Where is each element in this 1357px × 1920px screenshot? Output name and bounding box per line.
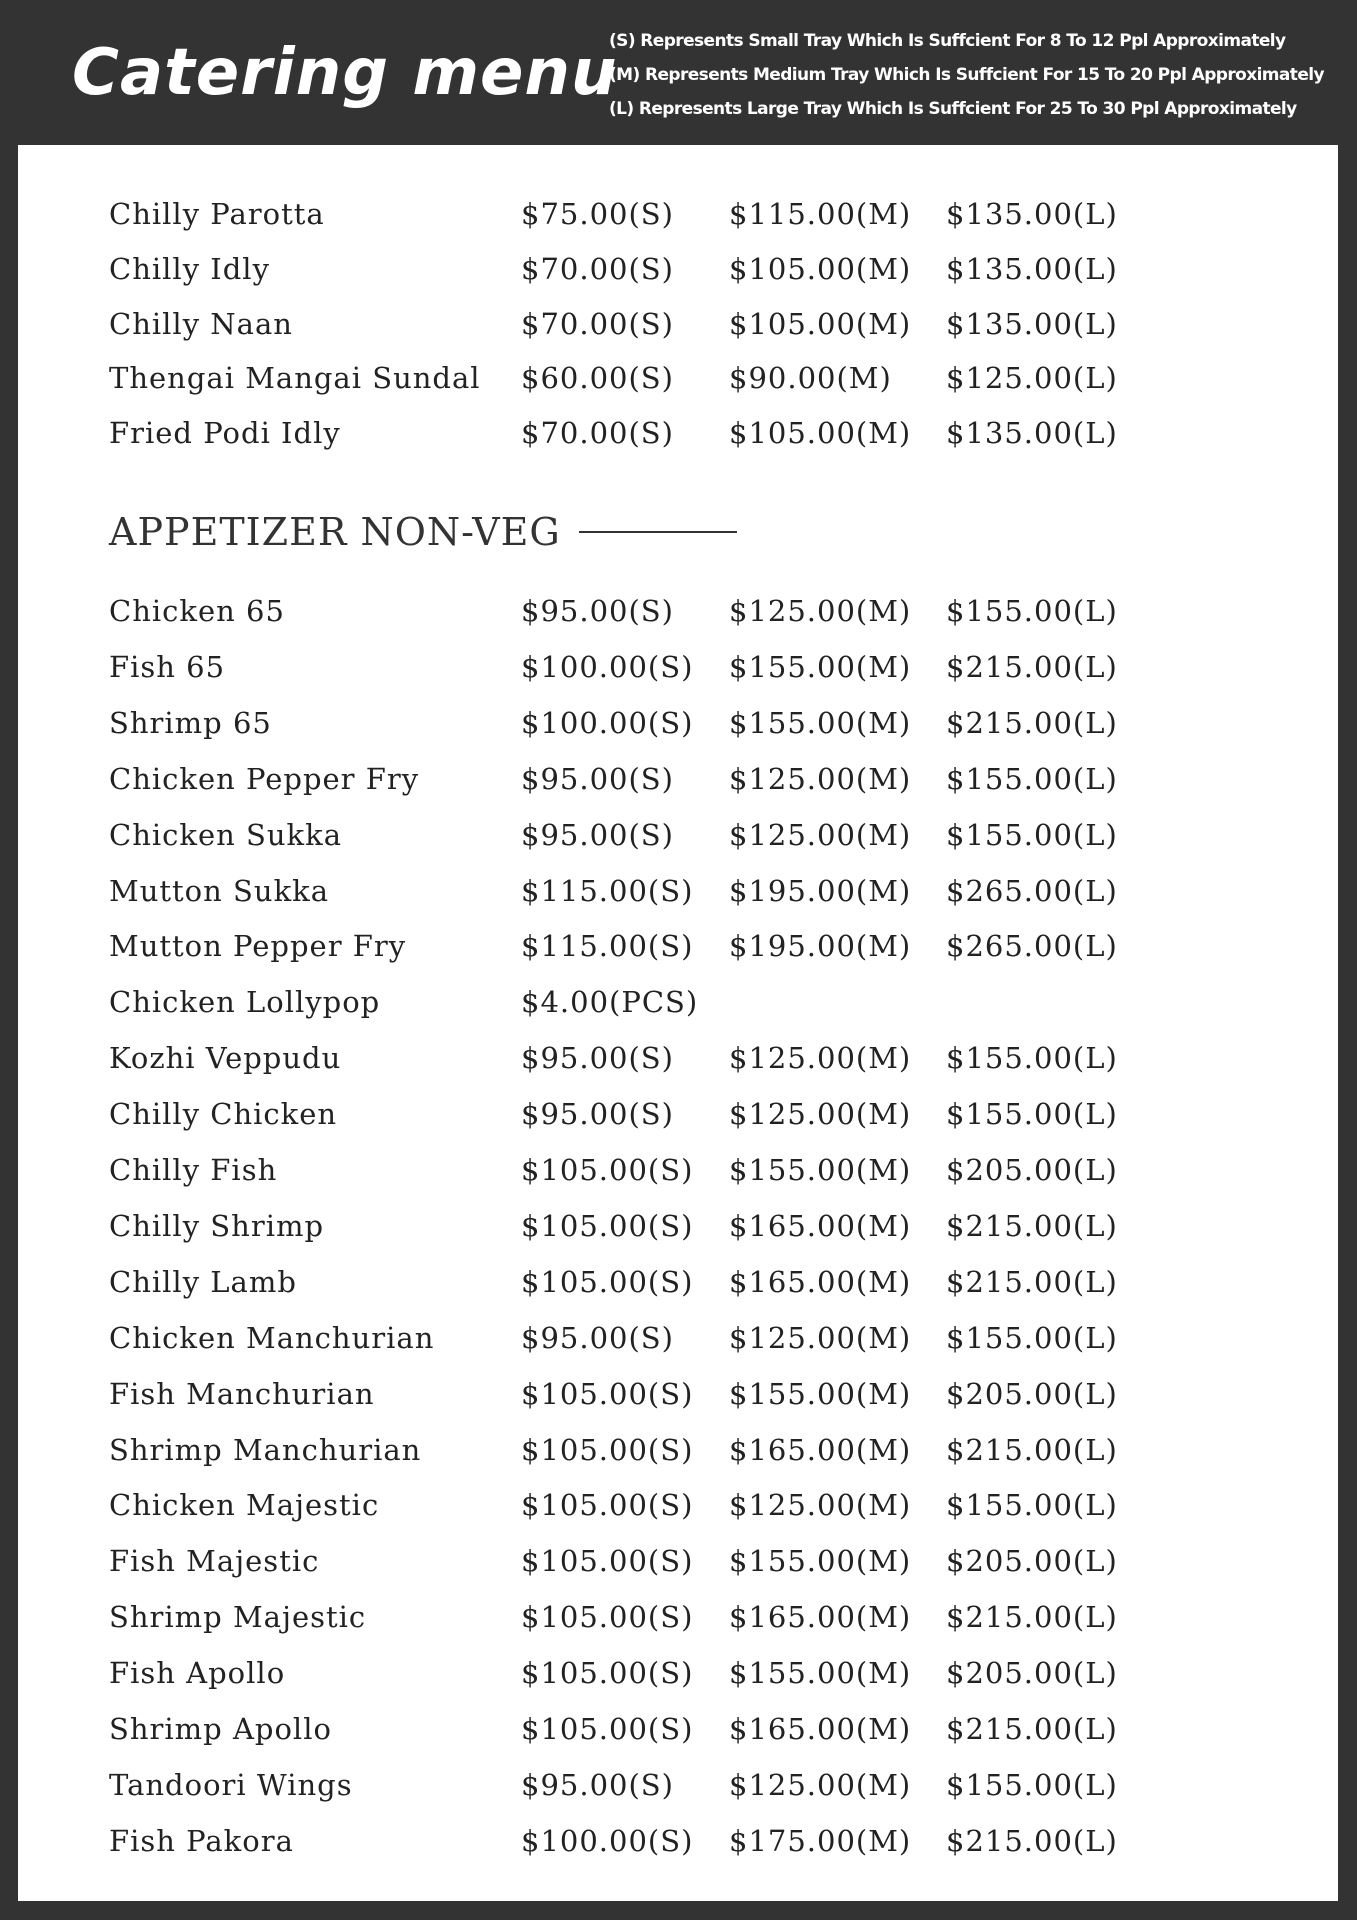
price-small: $95.00(S)	[521, 1097, 674, 1132]
price-small: $105.00(S)	[521, 1656, 694, 1691]
price-medium: $125.00(M)	[729, 1488, 912, 1523]
price-small: $100.00(S)	[521, 649, 694, 684]
menu-item-name: Shrimp 65	[109, 705, 272, 740]
price-medium: $155.00(M)	[729, 1376, 912, 1411]
price-medium: $165.00(M)	[729, 1264, 912, 1299]
price-medium: $175.00(M)	[729, 1823, 912, 1858]
price-large: $215.00(L)	[946, 1823, 1118, 1858]
price-small: $70.00(S)	[521, 306, 674, 341]
price-medium: $155.00(M)	[729, 1656, 912, 1691]
price-medium: $125.00(M)	[729, 594, 912, 628]
menu-item-name: Thengai Mangai Sundal	[109, 361, 481, 396]
price-small: $95.00(S)	[521, 1320, 674, 1355]
menu-item-row	[18, 1374, 1338, 1414]
price-medium: $90.00(M)	[729, 361, 892, 396]
price-medium: $165.00(M)	[729, 1208, 912, 1243]
menu-item-name: Chilly Chicken	[109, 1097, 338, 1132]
price-large: $135.00(L)	[946, 197, 1118, 231]
menu-item-name: Fried Podi Idly	[109, 416, 341, 451]
price-large: $205.00(L)	[946, 1376, 1118, 1411]
menu-item-row	[18, 1094, 1338, 1134]
menu-item-row	[18, 1318, 1338, 1358]
menu-item-row	[18, 249, 1338, 289]
price-large: $155.00(L)	[946, 1320, 1118, 1355]
menu-item-name: Chicken Manchurian	[109, 1320, 435, 1355]
menu-item-row	[18, 1765, 1338, 1805]
price-small: $105.00(S)	[521, 1600, 694, 1635]
menu-item-row	[18, 1430, 1338, 1470]
price-large: $215.00(L)	[946, 1712, 1118, 1746]
price-medium: $125.00(M)	[729, 1041, 912, 1076]
price-small: $115.00(S)	[521, 929, 694, 964]
price-medium: $165.00(M)	[729, 1432, 912, 1467]
price-small: $70.00(S)	[521, 416, 674, 451]
menu-item-row	[18, 591, 1338, 631]
price-small: $115.00(S)	[521, 873, 694, 908]
price-medium: $105.00(M)	[729, 251, 912, 286]
price-medium: $115.00(M)	[729, 197, 912, 231]
header-bar	[0, 0, 1357, 145]
price-large: $155.00(L)	[946, 1767, 1118, 1802]
tray-size-notes	[609, 24, 1324, 126]
section-heading	[109, 507, 737, 557]
menu-item-name: Chilly Parotta	[109, 197, 325, 231]
menu-item-name: Mutton Pepper Fry	[109, 929, 407, 964]
menu-item-name: Chilly Lamb	[109, 1264, 297, 1299]
price-medium: $195.00(M)	[729, 873, 912, 908]
price-large: $205.00(L)	[946, 1656, 1118, 1691]
price-small: $100.00(S)	[521, 705, 694, 740]
price-large: $155.00(L)	[946, 817, 1118, 852]
menu-item-name: Chilly Idly	[109, 251, 270, 286]
menu-item-row	[18, 1485, 1338, 1525]
menu-item-name: Fish Pakora	[109, 1823, 294, 1858]
menu-item-name: Chilly Naan	[109, 306, 293, 341]
price-small: $105.00(S)	[521, 1153, 694, 1187]
price-small: $105.00(S)	[521, 1544, 694, 1579]
menu-item-name: Fish Manchurian	[109, 1376, 375, 1411]
section-title: APPETIZER NON-VEG	[109, 510, 561, 554]
price-large: $155.00(L)	[946, 761, 1118, 796]
menu-item-row	[18, 1206, 1338, 1246]
menu-item-row	[18, 1821, 1338, 1861]
menu-item-row	[18, 703, 1338, 743]
price-medium: $155.00(M)	[729, 705, 912, 740]
price-large: $155.00(L)	[946, 1488, 1118, 1523]
price-medium: $195.00(M)	[729, 929, 912, 964]
price-medium: $165.00(M)	[729, 1712, 912, 1746]
price-small: $105.00(S)	[521, 1264, 694, 1299]
menu-item-row	[18, 1541, 1338, 1581]
price-small: $105.00(S)	[521, 1208, 694, 1243]
price-medium: $155.00(M)	[729, 649, 912, 684]
menu-item-row	[18, 194, 1338, 234]
menu-item-name: Chilly Shrimp	[109, 1208, 325, 1243]
menu-item-row	[18, 358, 1338, 398]
note-large-tray: (L) Represents Large Tray Which Is Suffcient For 25 To 30 Ppl Approximately	[609, 99, 1297, 119]
price-medium: $105.00(M)	[729, 306, 912, 341]
menu-item-row	[18, 759, 1338, 799]
price-large: $205.00(L)	[946, 1544, 1118, 1579]
price-medium: $165.00(M)	[729, 1600, 912, 1635]
price-large: $125.00(L)	[946, 361, 1118, 396]
price-large: $215.00(L)	[946, 1208, 1118, 1243]
menu-item-row	[18, 304, 1338, 344]
price-small: $4.00(PCS)	[521, 985, 699, 1020]
price-large: $215.00(L)	[946, 649, 1118, 684]
price-large: $215.00(L)	[946, 705, 1118, 740]
note-medium-tray: (M) Represents Medium Tray Which Is Suffcient For 15 To 20 Ppl Approximately	[609, 65, 1324, 85]
price-large: $215.00(L)	[946, 1264, 1118, 1299]
menu-item-name: Chicken Lollypop	[109, 985, 381, 1020]
menu-item-row	[18, 926, 1338, 966]
menu-item-name: Chicken Pepper Fry	[109, 761, 420, 796]
section-divider	[579, 531, 737, 533]
price-medium: $125.00(M)	[729, 761, 912, 796]
menu-item-row	[18, 982, 1338, 1022]
price-small: $105.00(S)	[521, 1432, 694, 1467]
price-large: $265.00(L)	[946, 929, 1118, 964]
menu-item-row	[18, 1262, 1338, 1302]
menu-item-row	[18, 1709, 1338, 1749]
price-small: $105.00(S)	[521, 1376, 694, 1411]
menu-item-name: Kozhi Veppudu	[109, 1041, 342, 1076]
price-medium: $155.00(M)	[729, 1544, 912, 1579]
price-large: $155.00(L)	[946, 1041, 1118, 1076]
menu-item-name: Chicken 65	[109, 594, 285, 628]
price-small: $105.00(S)	[521, 1488, 694, 1523]
menu-item-row	[18, 413, 1338, 453]
note-small-tray: (S) Represents Small Tray Which Is Suffcient For 8 To 12 Ppl Approximately	[609, 31, 1286, 51]
price-medium: $125.00(M)	[729, 817, 912, 852]
menu-panel	[18, 145, 1338, 1901]
price-large: $135.00(L)	[946, 251, 1118, 286]
menu-item-row	[18, 871, 1338, 911]
price-large: $205.00(L)	[946, 1153, 1118, 1187]
price-small: $95.00(S)	[521, 1041, 674, 1076]
price-large: $215.00(L)	[946, 1600, 1118, 1635]
price-medium: $125.00(M)	[729, 1320, 912, 1355]
price-medium: $125.00(M)	[729, 1097, 912, 1132]
menu-item-name: Shrimp Manchurian	[109, 1432, 422, 1467]
price-large: $155.00(L)	[946, 594, 1118, 628]
price-large: $155.00(L)	[946, 1097, 1118, 1132]
price-small: $105.00(S)	[521, 1712, 694, 1746]
price-large: $135.00(L)	[946, 416, 1118, 451]
menu-item-row	[18, 1653, 1338, 1693]
menu-item-row	[18, 1597, 1338, 1637]
menu-item-row	[18, 815, 1338, 855]
price-small: $95.00(S)	[521, 817, 674, 852]
price-small: $95.00(S)	[521, 761, 674, 796]
price-medium: $125.00(M)	[729, 1767, 912, 1802]
price-small: $75.00(S)	[521, 197, 674, 231]
menu-item-name: Chicken Majestic	[109, 1488, 380, 1523]
menu-item-name: Mutton Sukka	[109, 873, 330, 908]
price-medium: $155.00(M)	[729, 1153, 912, 1187]
price-small: $95.00(S)	[521, 594, 674, 628]
page-title: Catering menu	[72, 36, 618, 110]
price-medium: $105.00(M)	[729, 416, 912, 451]
menu-item-name: Fish Majestic	[109, 1544, 320, 1579]
menu-item-row	[18, 647, 1338, 687]
price-small: $100.00(S)	[521, 1823, 694, 1858]
menu-item-name: Shrimp Majestic	[109, 1600, 367, 1635]
menu-item-row	[18, 1150, 1338, 1190]
menu-item-name: Chicken Sukka	[109, 817, 342, 852]
menu-item-name: Shrimp Apollo	[109, 1712, 332, 1746]
price-small: $95.00(S)	[521, 1767, 674, 1802]
menu-item-name: Fish 65	[109, 649, 226, 684]
price-small: $70.00(S)	[521, 251, 674, 286]
price-large: $215.00(L)	[946, 1432, 1118, 1467]
price-large: $265.00(L)	[946, 873, 1118, 908]
menu-item-name: Tandoori Wings	[109, 1767, 353, 1802]
menu-item-name: Chilly Fish	[109, 1153, 278, 1187]
menu-item-row	[18, 1038, 1338, 1078]
price-large: $135.00(L)	[946, 306, 1118, 341]
price-small: $60.00(S)	[521, 361, 674, 396]
menu-item-name: Fish Apollo	[109, 1656, 286, 1691]
